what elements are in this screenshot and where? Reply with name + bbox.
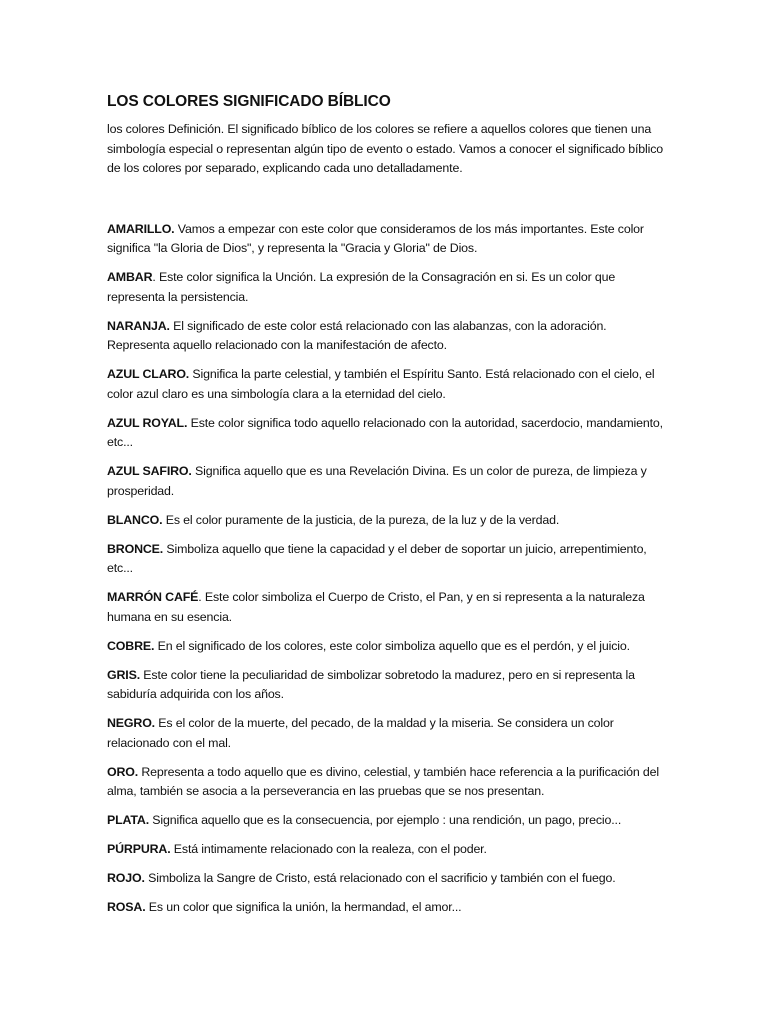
color-entry-rosa [107, 898, 667, 918]
entry-text: . Este color significa la Unción. La expresión de la Consagración en si. Es un color que representa la persistencia. [107, 270, 616, 304]
color-entry-amarillo [107, 220, 667, 259]
entry-text: . Este color simboliza el Cuerpo de Cristo, el Pan, y en si representa a la naturaleza humana en su esencia. [107, 590, 645, 624]
entry-term: PÚRPURA. [107, 842, 171, 856]
entry-term: ORO. [107, 764, 139, 779]
color-entry-negro [107, 714, 667, 753]
document-page [107, 90, 667, 927]
entry-term: AMARILLO. [107, 221, 175, 236]
document-title: LOS COLORES SIGNIFICADO BÍBLICO [107, 93, 391, 110]
entry-term: PLATA. [107, 813, 149, 827]
entry-term: AZUL SAFIRO. [107, 464, 192, 478]
entry-term: NARANJA. [107, 318, 170, 333]
entry-term: GRIS. [107, 667, 140, 682]
entry-term: ROJO. [107, 871, 145, 885]
entry-term: AZUL ROYAL. [107, 415, 188, 430]
entry-text: Significa aquello que es una Revelación Divina. Es un color de pureza, de limpieza y prosperidad. [107, 464, 647, 498]
entry-text: Simboliza la Sangre de Cristo, está relacionado con el sacrificio y también con el fuego. [144, 871, 616, 885]
entry-text: Significa aquello que es la consecuencia, por ejemplo : una rendición, un pago, precio... [149, 813, 622, 827]
entry-text: Es un color que significa la unión, la hermandad, el amor... [145, 900, 462, 914]
entry-text: Vamos a empezar con este color que consideramos de los más importantes. Este color significa "la Gloria de Dios", y representa la "Gracia y Gloria" de Dios. [107, 221, 644, 255]
color-entry-marron-cafe [107, 588, 667, 627]
entry-text: Está intimamente relacionado con la realeza, con el poder. [170, 842, 487, 856]
color-entry-gris [107, 666, 667, 705]
entry-term: NEGRO. [107, 716, 155, 730]
entry-term: BRONCE. [107, 541, 164, 556]
entry-term: AZUL CLARO. [107, 367, 190, 381]
entry-term: ROSA. [107, 900, 146, 914]
entry-term: AMBAR [107, 270, 153, 284]
color-entry-azul-safiro [107, 462, 667, 501]
color-entry-azul-royal [107, 414, 667, 453]
entry-text: Simboliza aquello que tiene la capacidad y el deber de soportar un juicio, arrepentimiento, etc... [107, 541, 647, 575]
entry-text: El significado de este color está relacionado con las alabanzas, con la adoración. Representa aquello relacionado con la manifestación de afecto. [107, 318, 607, 352]
entry-text: Este color tiene la peculiaridad de simbolizar sobretodo la madurez, pero en si representa la sabiduría adquirida con los años. [107, 667, 635, 701]
entry-text: Es el color de la muerte, del pecado, de la maldad y la miseria. Se considera un color relacionado con el mal. [107, 716, 614, 750]
color-entry-rojo [107, 869, 667, 889]
entry-term: COBRE. [107, 638, 155, 653]
entry-text: Este color significa todo aquello relacionado con la autoridad, sacerdocio, mandamiento, etc... [107, 415, 663, 449]
entry-text: En el significado de los colores, este color simboliza aquello que es el perdón, y el juicio. [154, 638, 630, 653]
color-entry-bronce [107, 540, 667, 579]
entry-text: Es el color puramente de la justicia, de la pureza, de la luz y de la verdad. [162, 512, 560, 527]
color-entry-cobre [107, 637, 667, 657]
entry-text: Representa a todo aquello que es divino, celestial, y también hace referencia a la purificación del alma, también se asocia a la perseverancia en las pruebas que se nos presentan. [107, 764, 659, 798]
color-entry-blanco [107, 511, 667, 531]
color-entry-naranja [107, 317, 667, 356]
entry-text: Significa la parte celestial, y también el Espíritu Santo. Está relacionado con el cielo, el color azul claro es una simbología clara a la eternidad del cielo. [107, 367, 655, 401]
color-entry-purpura [107, 840, 667, 860]
color-entry-ambar [107, 268, 667, 307]
color-entry-plata [107, 811, 667, 831]
intro-paragraph: los colores Definición. El significado bíblico de los colores se refiere a aquellos colores que tienen una simbología especial o representan algún tipo de evento o estado. Vamos a conocer el significado bíblico de los colores por separado, explicando cada uno detalladamente. [107, 122, 664, 175]
entry-term: MARRÓN CAFÉ [107, 590, 199, 604]
color-entry-oro [107, 763, 667, 802]
entry-term: BLANCO. [107, 512, 163, 527]
color-entry-azul-claro [107, 365, 667, 404]
